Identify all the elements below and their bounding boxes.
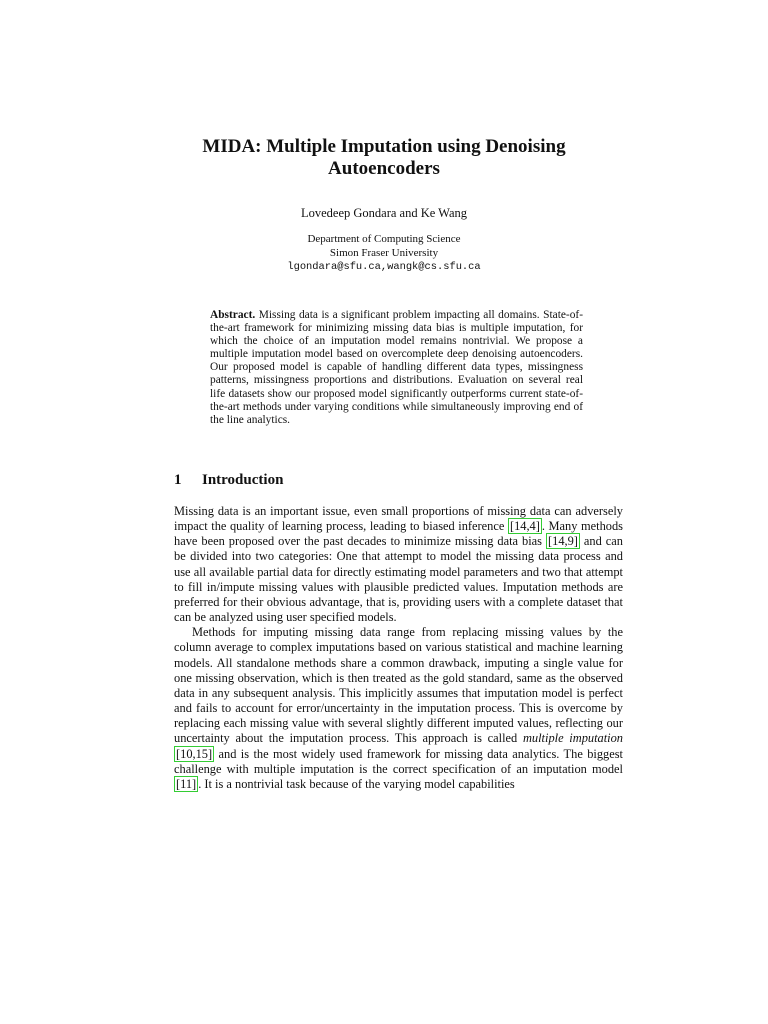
citation-link[interactable]: [14,4] (509, 519, 540, 534)
paper-title (150, 136, 618, 180)
affiliation-university: Simon Fraser University (329, 247, 439, 259)
intro-p2-text-c: and is the most widely used framework for missing data analytics. The biggest challenge with multiple imputation is the correct specification of an imputation model (174, 746, 623, 776)
citation-link[interactable]: [11] (176, 776, 197, 791)
intro-p1-text-a: Missing data is an important issue, even small proportions of missing data can adversely impact the quality of learning process, leading to biased inference (174, 504, 623, 534)
affiliation-block (150, 232, 618, 274)
intro-p2-text-d: . It is a nontrivial task because of the varying model capabilities (198, 776, 515, 791)
section-title: Introduction (202, 472, 284, 488)
abstract-label: Abstract. (210, 309, 256, 321)
section-heading-introduction (174, 471, 594, 489)
intro-p2-emphasis: multiple imputation (522, 731, 624, 746)
paper-title-line1: MIDA: Multiple Imputation using Denoising (202, 136, 566, 157)
affiliation-department: Department of Computing Science (307, 233, 461, 245)
intro-p1-text-c: and can be divided into two categories: One that attempt to model the missing data process and use all available partial data for directly estimating model parameters and two that attempt to fill in/impute missing values with plausible predicted values. Imputation methods are preferred for their obvious advantage, that is, providing users with a complete dataset that can be analyzed using user specified models. (174, 534, 624, 625)
intro-paragraph-2 (174, 625, 623, 792)
author-list: Lovedeep Gondara and Ke Wang (300, 206, 468, 220)
author-emails: lgondara@sfu.ca,wangk@cs.sfu.ca (287, 261, 481, 273)
intro-paragraph-1 (174, 504, 623, 625)
abstract-text: Missing data is a significant problem impacting all domains. State-of-the-art framework for minimizing missing data bias is multiple imputation, for which the choice of an imputation model remains nontrivial. We propose a multiple imputation model based on overcomplete deep denoising autoencoders. Our proposed model is capable of handling different data types, missingness patterns, missingness proportions and distributions. Evaluation on several real life datasets show our proposed model significantly outperforms current state-of-the-art methods under varying conditions while simultaneously improving end of the line analytics. (210, 309, 583, 426)
paper-title-line2: Autoencoders (328, 158, 440, 179)
intro-p2-text-a: Methods for imputing missing data range from replacing missing values by the column average to complex imputations based on various statistical and machine learning models. All standalone methods share a common drawback, imputing a single value for one missing observation, which is then treated as the gold standard, same as the observed data in any subsequent analysis. This implicitly assumes that imputation model is perfect and fails to account for error/uncertainty in the imputation process. This is overcome by replacing each missing value with several slightly different imputed values, reflecting our uncertainty about the imputation process. This approach is called (174, 625, 623, 746)
citation-link[interactable]: [10,15] (176, 746, 213, 761)
intro-p1-text-b: . Many methods have been proposed over the past decades to minimize missing data bias (174, 519, 623, 549)
abstract-block (210, 309, 583, 427)
section-number: 1 (174, 472, 182, 488)
citation-link[interactable]: [14,9] (548, 534, 578, 549)
introduction-body (174, 504, 623, 792)
